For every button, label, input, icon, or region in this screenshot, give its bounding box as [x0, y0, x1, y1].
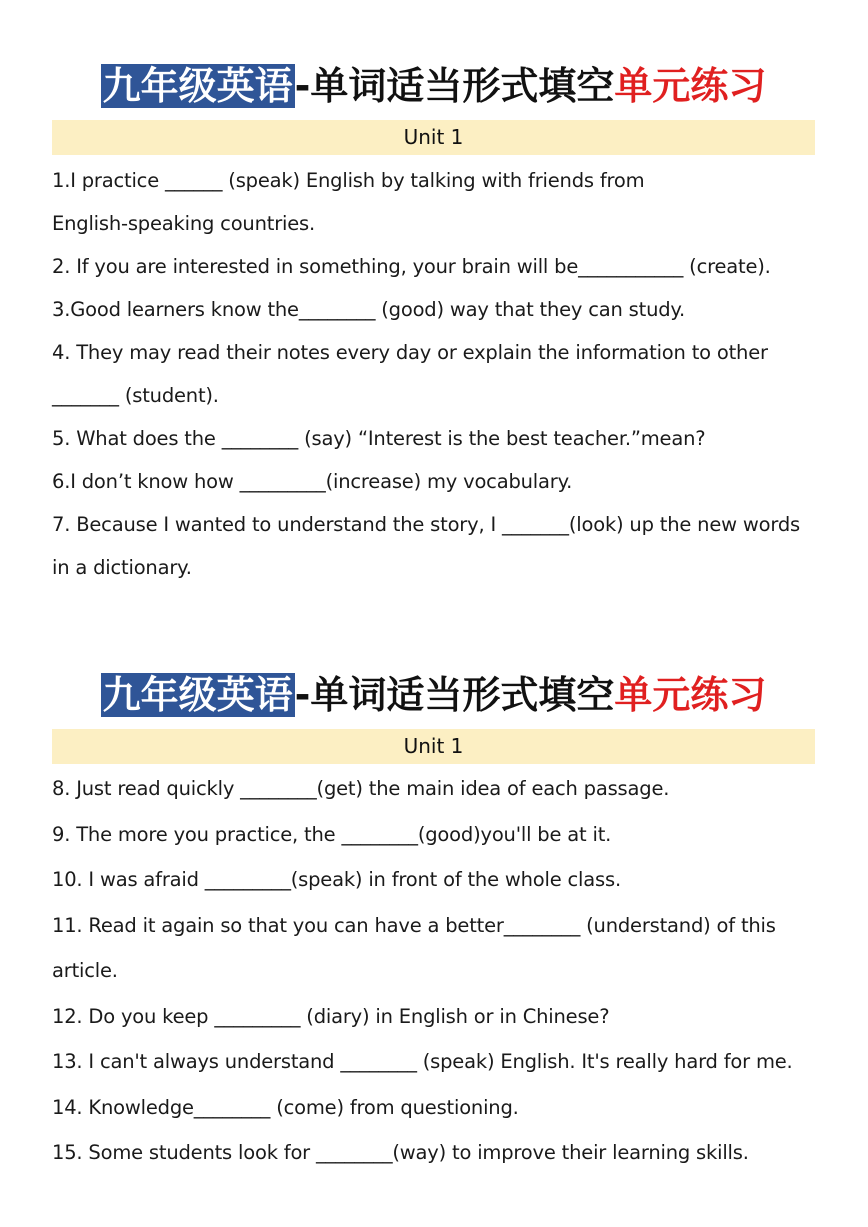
question-line: 9. The more you practice, the ________(good)you'll be at it. — [52, 822, 612, 846]
question-line: 12. Do you keep _________ (diary) in English or in Chinese? — [52, 1004, 610, 1028]
question-list — [52, 159, 815, 589]
section-title — [52, 664, 815, 726]
question-line: 1.I practice ______ (speak) English by talking with friends from — [52, 169, 645, 192]
worksheet-section-1 — [52, 55, 815, 589]
question-line: 7. Because I wanted to understand the story, I _______(look) up the new words — [52, 513, 800, 536]
title-middle: -单词适当形式填空 — [294, 673, 615, 717]
title-highlight: 九年级英语 — [102, 64, 293, 108]
question-line: 13. I can't always understand ________ (speak) English. It's really hard for me. — [52, 1050, 793, 1073]
question-line: 3.Good learners know the________ (good) way that they can study. — [52, 298, 685, 321]
question-line: article. — [52, 959, 118, 982]
title-red: 单元练习 — [614, 673, 767, 717]
title-middle: -单词适当形式填空 — [294, 64, 615, 108]
section-title — [52, 55, 815, 117]
question-line: in a dictionary. — [52, 556, 192, 579]
unit-header: Unit 1 — [52, 729, 815, 764]
question-line: 5. What does the ________ (say) “Interest is the best teacher.”mean? — [52, 427, 706, 450]
question-line: 6.I don’t know how _________(increase) my vocabulary. — [52, 470, 573, 493]
question-line: 8. Just read quickly ________(get) the main idea of each passage. — [52, 777, 670, 800]
question-line: 11. Read it again so that you can have a better________ (understand) of this — [52, 913, 776, 937]
question-line: English-speaking countries. — [52, 212, 315, 235]
question-line: _______ (student). — [52, 384, 219, 407]
question-line: 10. I was afraid _________(speak) in front of the whole class. — [52, 868, 621, 891]
question-list — [52, 766, 815, 1176]
question-line: 4. They may read their notes every day or explain the information to other — [52, 341, 768, 364]
title-highlight: 九年级英语 — [102, 673, 293, 717]
unit-header: Unit 1 — [52, 120, 815, 155]
question-line: 2. If you are interested in something, your brain will be___________ (create). — [52, 255, 771, 278]
title-red: 单元练习 — [614, 64, 767, 108]
question-line: 14. Knowledge________ (come) from questioning. — [52, 1095, 519, 1119]
question-line: 15. Some students look for ________(way) to improve their learning skills. — [52, 1141, 749, 1164]
worksheet-section-2 — [52, 664, 815, 1176]
